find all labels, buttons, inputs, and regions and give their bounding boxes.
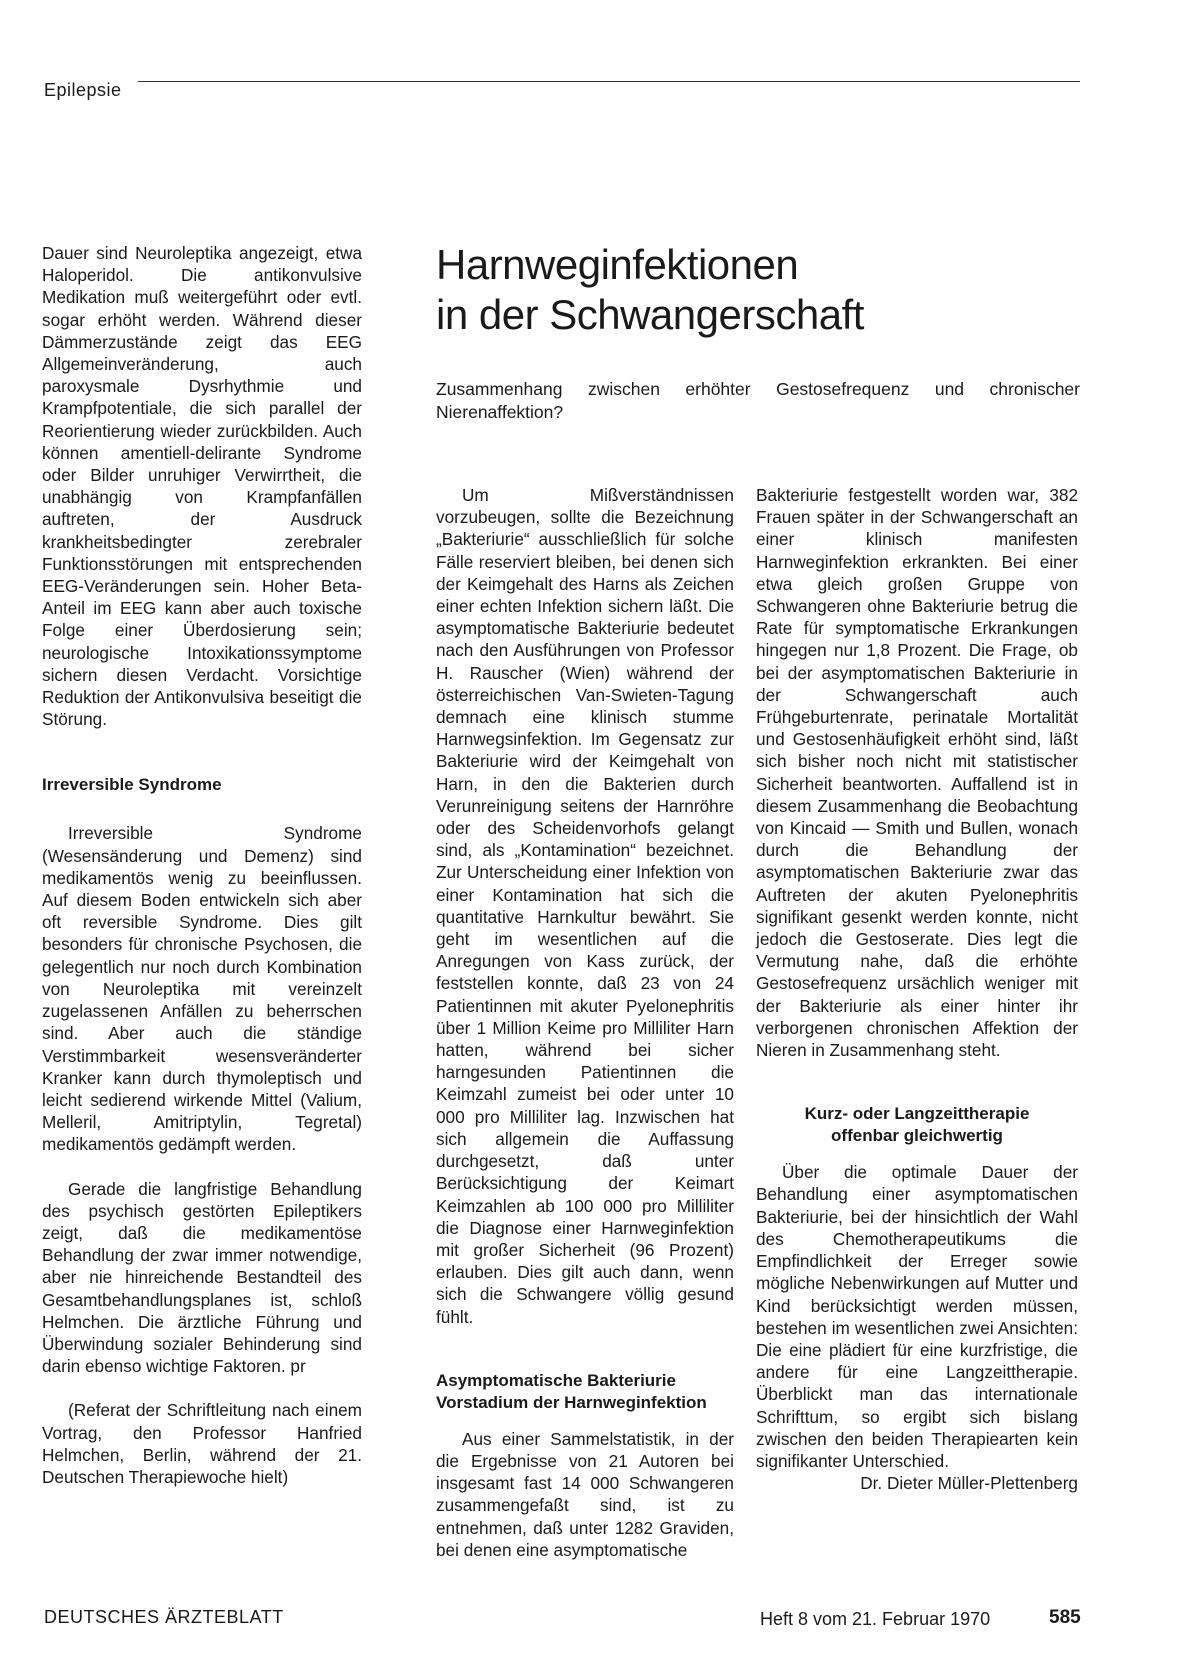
article-title-line-2: in der Schwangerschaft [436, 291, 864, 338]
left-paragraph-4: (Referat der Schriftleitung nach einem Vortrag, den Professor Hanfried Helmchen, Berlin, während der 21. Deutschen Therapiewoche hielt) [42, 1400, 362, 1487]
article-title-line-1: Harnweginfektionen [436, 241, 799, 288]
left-paragraph-3: Gerade die langfristige Behandlung des psychisch gestörten Epileptikers zeigt, daß die medikamentöse Behandlung der zwar immer notwendige, aber nie hinreichende Bestandteil des Gesamtbehandlungsplanes ist, schloß Helmchen. Die ärztliche Führung und Überwindung sozialer Behinderung sind darin ebenso wichtige Faktoren. pr [42, 1178, 362, 1377]
article-title [436, 240, 1076, 340]
left-paragraph-1: Dauer sind Neuroleptika angezeigt, etwa Haloperidol. Die antikonvulsive Medikation muß weitergeführt oder evtl. sogar erhöht werden. Während dieser Dämmerzustände zeigt das EEG Allgemeinveränderung, auch paroxysmale Dysrhythmie und Krampfpotentiale, die sich parallel der Reorientierung wieder zurückbilden. Auch können amentiell-delirante Syndrome oder Bilder unruhiger Verwirrtheit, die unabhängig von Krampfanfällen auftreten, der Ausdruck krankheitsbedingter zerebraler Funktionsstörungen mit entsprechenden EEG-Veränderungen sein. Hoher Beta-Anteil im EEG kann aber auch toxische Folge einer Überdosierung sein; neurologische Intoxikationssymptome sichern diesen Verdacht. Vorsichtige Reduktion der Antikonvulsiva beseitigt die Störung. [42, 243, 362, 730]
left-paragraph-2: Irreversible Syndrome (Wesensänderung und Demenz) sind medikamentös wenig zu beeinflussen. Auf diesem Boden entwickeln sich aber oft reversible Syndrome. Dies gilt besonders für chronische Psychosen, die gelegentlich nur noch durch Kombination von Neuroleptika mit vereinzelt zugelassenen Anfällen zu beherrschen sind. Aber auch die ständige Verstimmbarkeit wesensveränderter Kranker kann durch thymoleptisch und leicht sedierend wirkende Mittel (Valium, Melleril, Amitriptylin, Tegretal) medikamentös gedämpft werden. [42, 823, 362, 1155]
footer-journal: DEUTSCHES ÄRZTEBLATT [44, 1607, 284, 1627]
page-number: 585 [1049, 1607, 1081, 1628]
middle-paragraph-2: Aus einer Sammelstatistik, in der die Ergebnisse von 21 Autoren bei insgesamt fast 14 000 Schwangeren zusammengefaßt sind, ist zu entnehmen, daß unter 1282 Graviden, bei denen eine asymptomatische [436, 1428, 734, 1560]
left-subheading: Irreversible Syndrome [42, 775, 222, 795]
article-subtitle: Zusammenhang zwischen erhöhter Gestosefrequenz und chronischer Nierenaffektion? [436, 379, 1080, 422]
middle-subheading-line-2: Vorstadium der Harnweginfektion [436, 1392, 707, 1412]
right-paragraph-1: Bakteriurie festgestellt worden war, 382 Frauen später in der Schwangerschaft an einer klinisch manifesten Harnweginfektion erkrankten. Bei einer etwa gleich großen Gruppe von Schwangeren ohne Bakteriurie betrug die Rate für symptomatische Erkrankungen hingegen nur 1,8 Prozent. Die Frage, ob bei der asymptomatischen Bakteriurie in der Schwangerschaft auch Frühgeburtenrate, perinatale Mortalität und Gestosenhäufigkeit erhöht sind, läßt sich bisher noch nicht mit statistischer Sicherheit beantworten. Auffallend ist in diesem Zusammenhang die Beobachtung von Kincaid — Smith und Bullen, wonach durch die Behandlung der asymptomatischen Bakteriurie zwar das Auftreten der akuten Pyelonephritis signifikant gesenkt werden konnte, nicht jedoch die Gestoserate. Dies legt die Vermutung nahe, daß die erhöhte Gestosefrequenz ursächlich weniger mit der Bakteriurie als einer hinter ihr verborgenen chronischen Affektion der Nieren in Zusammenhang steht. [756, 485, 1078, 1061]
middle-paragraph-1: Um Mißverständnissen vorzubeugen, sollte die Bezeichnung „Bakteriurie“ ausschließlich für solche Fälle reserviert bleiben, bei denen sich der Keimgehalt des Harns als Zeichen einer echten Infektion sichern läßt. Die asymptomatische Bakteriurie bedeutet nach den Ausführungen von Professor H. Rauscher (Wien) während der österreichischen Van-Swieten-Tagung demnach eine klinisch stumme Harnwegsinfektion. Im Gegensatz zur Bakteriurie wird der Keimgehalt von Harn, in den die Bakterien durch Verunreinigung seitens der Harnröhre oder des Scheidenvorhofs gelangt sind, als „Kontamination“ bezeichnet. Zur Unterscheidung einer Infektion von einer Kontamination hat sich die quantitative Harnkultur bewährt. Sie geht im wesentlichen auf die Anregungen von Kass zurück, der feststellen konnte, daß 23 von 24 Patientinnen mit akuter Pyelonephritis über 1 Million Keime pro Milliliter Harn hatten, während bei sicher harngesunden Patientinnen die Keimzahl zumeist bei oder unter 10 000 pro Milliliter lag. Inzwischen hat sich allgemein die Auffassung durchgesetzt, daß unter Berücksichtigung der Keimart Keimzahlen ab 100 000 pro Milliliter die Diagnose einer Harnweginfektion mit großer Sicherheit (96 Prozent) erlauben. Dies gilt auch dann, wenn sich die Schwangere völlig gesund fühlt. [436, 485, 734, 1327]
section-label: Epilepsie [44, 80, 122, 100]
right-subheading [756, 1103, 1078, 1147]
left-column [42, 242, 362, 1488]
middle-subheading-line-1: Asymptomatische Bakteriurie [436, 1370, 676, 1390]
middle-column [436, 484, 734, 1561]
right-column [756, 484, 1078, 1494]
header-rule [138, 81, 1080, 82]
right-paragraph-2: Über die optimale Dauer der Behandlung einer asymptomatischen Bakteriurie, bei der hinsichtlich der Wahl des Chemotherapeutikums die Empfindlichkeit der Erreger sowie mögliche Nebenwirkungen auf Mutter und Kind berücksichtigt werden müssen, bestehen im wesentlichen zwei Ansichten: Die eine plädiert für eine kurzfristige, die andere für eine Langzeittherapie. Überblickt man das internationale Schrifttum, so ergibt sich bislang zwischen den beiden Therapiearten kein signifikanter Unterschied. [756, 1162, 1078, 1471]
author-byline: Dr. Dieter Müller-Plettenberg [860, 1473, 1078, 1494]
right-subheading-line-2: offenbar gleichwertig [831, 1126, 1003, 1146]
footer-issue: Heft 8 vom 21. Februar 1970 [760, 1609, 991, 1629]
right-subheading-line-1: Kurz- oder Langzeittherapie [804, 1104, 1030, 1124]
middle-subheading [436, 1370, 734, 1414]
